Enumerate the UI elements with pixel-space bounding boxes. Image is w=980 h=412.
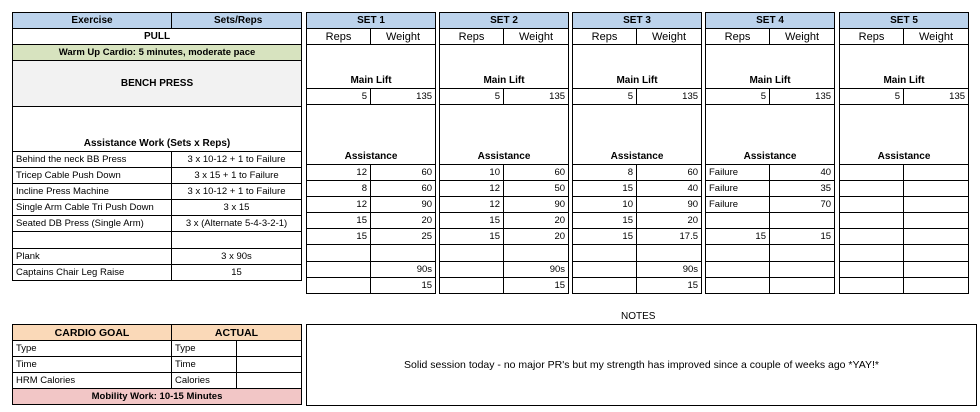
table-row bbox=[440, 278, 569, 294]
weight-cell[interactable]: 60 bbox=[637, 165, 702, 181]
cardio-actual-type: Type bbox=[172, 341, 237, 357]
exercise-sets: 3 x 10-12 + 1 to Failure bbox=[172, 152, 302, 168]
table-row bbox=[706, 165, 835, 181]
table-row bbox=[13, 152, 302, 168]
reps-cell[interactable] bbox=[307, 245, 371, 262]
table-row bbox=[13, 249, 302, 265]
reps-cell[interactable]: 12 bbox=[440, 181, 504, 197]
table-row bbox=[706, 262, 835, 278]
table-row bbox=[573, 278, 702, 294]
table-row bbox=[840, 165, 969, 181]
main-lift-label: Main Lift bbox=[840, 60, 969, 89]
reps-header: Reps bbox=[840, 29, 904, 45]
reps-cell[interactable]: 10 bbox=[440, 165, 504, 181]
table-row bbox=[440, 197, 569, 213]
table-row bbox=[706, 278, 835, 294]
table-row bbox=[307, 245, 436, 262]
reps-cell[interactable] bbox=[840, 213, 904, 229]
weight-cell[interactable]: 50 bbox=[504, 181, 569, 197]
exercise-name: Tricep Cable Push Down bbox=[13, 168, 172, 184]
weight-cell[interactable] bbox=[504, 245, 569, 262]
table-row bbox=[307, 278, 436, 294]
weight-cell[interactable] bbox=[770, 213, 835, 229]
weight-cell[interactable]: 25 bbox=[371, 229, 436, 245]
reps-cell[interactable]: Failure bbox=[706, 181, 770, 197]
table-row bbox=[13, 373, 302, 389]
table-row bbox=[706, 197, 835, 213]
reps-cell[interactable] bbox=[840, 262, 904, 278]
reps-cell[interactable]: 8 bbox=[307, 181, 371, 197]
reps-cell[interactable] bbox=[573, 245, 637, 262]
weight-cell[interactable] bbox=[904, 262, 969, 278]
table-row bbox=[573, 245, 702, 262]
reps-cell[interactable] bbox=[440, 278, 504, 294]
reps-cell[interactable]: 15 bbox=[307, 213, 371, 229]
set-table-4 bbox=[705, 12, 835, 294]
assistance-work-label: Assistance Work (Sets x Reps) bbox=[13, 107, 302, 152]
set-title: SET 1 bbox=[307, 13, 436, 29]
mobility-work-label: Mobility Work: 10-15 Minutes bbox=[13, 389, 302, 405]
table-row bbox=[13, 357, 302, 373]
cardio-actual-header: ACTUAL bbox=[172, 325, 302, 341]
weight-cell[interactable]: 20 bbox=[504, 213, 569, 229]
reps-cell[interactable]: 15 bbox=[706, 229, 770, 245]
reps-cell[interactable] bbox=[840, 278, 904, 294]
weight-cell[interactable]: 40 bbox=[770, 165, 835, 181]
reps-cell[interactable] bbox=[573, 278, 637, 294]
table-row bbox=[573, 213, 702, 229]
exercise-name: Single Arm Cable Tri Push Down bbox=[13, 200, 172, 216]
table-row bbox=[840, 197, 969, 213]
weight-cell[interactable]: 20 bbox=[637, 213, 702, 229]
exercise-sets: 15 bbox=[172, 265, 302, 281]
set-table-5 bbox=[839, 12, 969, 294]
exercise-name: Incline Press Machine bbox=[13, 184, 172, 200]
bench-press-label: BENCH PRESS bbox=[13, 61, 302, 107]
table-row bbox=[307, 197, 436, 213]
reps-header: Reps bbox=[706, 29, 770, 45]
table-row bbox=[573, 229, 702, 245]
reps-cell[interactable] bbox=[706, 213, 770, 229]
set-table-2 bbox=[439, 12, 569, 294]
cardio-goal-header: CARDIO GOAL bbox=[13, 325, 172, 341]
weight-cell[interactable]: 40 bbox=[637, 181, 702, 197]
table-row bbox=[307, 213, 436, 229]
weight-cell[interactable]: 60 bbox=[504, 165, 569, 181]
set-table-1 bbox=[306, 12, 436, 294]
notes-label: NOTES bbox=[621, 311, 656, 322]
blank-cell bbox=[573, 45, 702, 61]
assistance-label: Assistance bbox=[307, 105, 436, 165]
exercise-sets: 3 x 90s bbox=[172, 249, 302, 265]
exercise-sets: 3 x 10-12 + 1 to Failure bbox=[172, 184, 302, 200]
reps-cell[interactable]: 15 bbox=[440, 229, 504, 245]
table-row bbox=[440, 262, 569, 278]
reps-cell[interactable]: Failure bbox=[706, 165, 770, 181]
weight-header: Weight bbox=[371, 29, 436, 45]
table-row bbox=[573, 165, 702, 181]
reps-cell[interactable]: 15 bbox=[307, 229, 371, 245]
exercise-name: Behind the neck BB Press bbox=[13, 152, 172, 168]
table-row bbox=[440, 165, 569, 181]
exercise-sets: 3 x 15 bbox=[172, 200, 302, 216]
main-lift-weight[interactable]: 135 bbox=[504, 89, 569, 105]
reps-header: Reps bbox=[307, 29, 371, 45]
table-row bbox=[13, 168, 302, 184]
exercise-name bbox=[13, 232, 172, 249]
table-row bbox=[840, 181, 969, 197]
table-row bbox=[573, 197, 702, 213]
weight-cell[interactable] bbox=[904, 213, 969, 229]
weight-cell[interactable] bbox=[637, 245, 702, 262]
blank-cell bbox=[840, 45, 969, 61]
table-row bbox=[840, 213, 969, 229]
weight-cell[interactable] bbox=[770, 245, 835, 262]
reps-cell[interactable]: 15 bbox=[440, 213, 504, 229]
main-lift-reps[interactable]: 5 bbox=[440, 89, 504, 105]
weight-cell[interactable]: 60 bbox=[371, 165, 436, 181]
set-title: SET 3 bbox=[573, 13, 702, 29]
set-table-3 bbox=[572, 12, 702, 294]
notes-text: Solid session today - no major PR's but my strength has improved since a couple of weeks ago *YAY!* bbox=[404, 359, 879, 371]
table-row bbox=[706, 213, 835, 229]
reps-cell[interactable] bbox=[840, 181, 904, 197]
weight-cell[interactable] bbox=[904, 229, 969, 245]
weight-cell[interactable]: 15 bbox=[371, 278, 436, 294]
table-row bbox=[13, 200, 302, 216]
cardio-actual-value[interactable] bbox=[237, 341, 302, 357]
assistance-label: Assistance bbox=[706, 105, 835, 165]
reps-header: Reps bbox=[573, 29, 637, 45]
cardio-actual-time: Time bbox=[172, 357, 237, 373]
weight-cell[interactable]: 35 bbox=[770, 181, 835, 197]
main-lift-weight[interactable]: 135 bbox=[637, 89, 702, 105]
main-lift-label: Main Lift bbox=[706, 60, 835, 89]
reps-cell[interactable] bbox=[706, 278, 770, 294]
main-lift-reps[interactable]: 5 bbox=[840, 89, 904, 105]
table-row bbox=[13, 216, 302, 232]
blank-cell bbox=[440, 45, 569, 61]
table-row bbox=[706, 229, 835, 245]
exercise-header: Exercise bbox=[13, 13, 172, 29]
assistance-label: Assistance bbox=[840, 105, 969, 165]
weight-cell[interactable]: 90 bbox=[637, 197, 702, 213]
cardio-goal-calories: HRM Calories bbox=[13, 373, 172, 389]
assistance-label: Assistance bbox=[440, 105, 569, 165]
reps-cell[interactable] bbox=[840, 197, 904, 213]
reps-cell[interactable] bbox=[440, 245, 504, 262]
table-row bbox=[440, 213, 569, 229]
weight-cell[interactable]: 15 bbox=[637, 278, 702, 294]
table-row bbox=[13, 265, 302, 281]
main-lift-label: Main Lift bbox=[307, 60, 436, 89]
cardio-actual-value[interactable] bbox=[237, 357, 302, 373]
weight-header: Weight bbox=[904, 29, 969, 45]
reps-cell[interactable] bbox=[840, 165, 904, 181]
weight-header: Weight bbox=[770, 29, 835, 45]
exercise-sets: 3 x 15 + 1 to Failure bbox=[172, 168, 302, 184]
weight-cell[interactable]: 90s bbox=[637, 262, 702, 278]
weight-cell[interactable] bbox=[904, 165, 969, 181]
table-row bbox=[840, 229, 969, 245]
weight-header: Weight bbox=[637, 29, 702, 45]
reps-cell[interactable]: 12 bbox=[307, 165, 371, 181]
main-lift-label: Main Lift bbox=[573, 60, 702, 89]
table-row bbox=[573, 262, 702, 278]
reps-header: Reps bbox=[440, 29, 504, 45]
table-row bbox=[307, 262, 436, 278]
exercise-header-row bbox=[13, 13, 302, 29]
table-row bbox=[440, 181, 569, 197]
table-row bbox=[840, 262, 969, 278]
reps-cell[interactable]: 15 bbox=[573, 213, 637, 229]
warmup-label: Warm Up Cardio: 5 minutes, moderate pace bbox=[13, 45, 302, 61]
assistance-label: Assistance bbox=[573, 105, 702, 165]
main-lift-weight[interactable]: 135 bbox=[904, 89, 969, 105]
main-lift-label: Main Lift bbox=[440, 60, 569, 89]
weight-cell[interactable]: 20 bbox=[371, 213, 436, 229]
reps-cell[interactable]: Failure bbox=[706, 197, 770, 213]
main-lift-weight[interactable]: 135 bbox=[371, 89, 436, 105]
table-row bbox=[13, 184, 302, 200]
set-title: SET 5 bbox=[840, 13, 969, 29]
exercise-sets bbox=[172, 232, 302, 249]
weight-cell[interactable]: 15 bbox=[504, 278, 569, 294]
table-row bbox=[307, 165, 436, 181]
table-row bbox=[840, 245, 969, 262]
table-row bbox=[307, 181, 436, 197]
main-lift-reps[interactable]: 5 bbox=[573, 89, 637, 105]
cardio-goal-type: Type bbox=[13, 341, 172, 357]
weight-cell[interactable] bbox=[371, 245, 436, 262]
pull-label: PULL bbox=[13, 29, 302, 45]
reps-cell[interactable]: 12 bbox=[440, 197, 504, 213]
weight-cell[interactable] bbox=[770, 278, 835, 294]
weight-cell[interactable] bbox=[904, 278, 969, 294]
table-row bbox=[307, 229, 436, 245]
set-title: SET 4 bbox=[706, 13, 835, 29]
cardio-goal-time: Time bbox=[13, 357, 172, 373]
main-lift-reps[interactable]: 5 bbox=[706, 89, 770, 105]
notes-box[interactable] bbox=[306, 324, 977, 406]
reps-cell[interactable] bbox=[307, 278, 371, 294]
table-row bbox=[706, 181, 835, 197]
weight-cell[interactable]: 70 bbox=[770, 197, 835, 213]
table-row bbox=[840, 278, 969, 294]
main-lift-weight[interactable]: 135 bbox=[770, 89, 835, 105]
cardio-actual-value[interactable] bbox=[237, 373, 302, 389]
weight-cell[interactable] bbox=[904, 181, 969, 197]
exercise-table bbox=[12, 12, 302, 281]
reps-cell[interactable] bbox=[706, 245, 770, 262]
reps-cell[interactable] bbox=[840, 245, 904, 262]
reps-cell[interactable]: 15 bbox=[573, 229, 637, 245]
weight-cell[interactable] bbox=[770, 262, 835, 278]
table-row bbox=[13, 341, 302, 357]
main-lift-reps[interactable]: 5 bbox=[307, 89, 371, 105]
table-row bbox=[573, 181, 702, 197]
weight-cell[interactable]: 15 bbox=[770, 229, 835, 245]
reps-cell[interactable] bbox=[573, 262, 637, 278]
table-row bbox=[440, 229, 569, 245]
exercise-sets: 3 x (Alternate 5-4-3-2-1) bbox=[172, 216, 302, 232]
cardio-actual-calories: Calories bbox=[172, 373, 237, 389]
blank-cell bbox=[307, 45, 436, 61]
set-title: SET 2 bbox=[440, 13, 569, 29]
reps-cell[interactable] bbox=[706, 262, 770, 278]
weight-cell[interactable] bbox=[904, 245, 969, 262]
exercise-name: Seated DB Press (Single Arm) bbox=[13, 216, 172, 232]
weight-cell[interactable]: 20 bbox=[504, 229, 569, 245]
table-row bbox=[13, 232, 302, 249]
reps-cell[interactable]: 10 bbox=[573, 197, 637, 213]
reps-cell[interactable] bbox=[840, 229, 904, 245]
weight-cell[interactable] bbox=[904, 197, 969, 213]
blank-cell bbox=[706, 45, 835, 61]
reps-cell[interactable] bbox=[440, 262, 504, 278]
weight-cell[interactable]: 90s bbox=[371, 262, 436, 278]
reps-cell[interactable]: 12 bbox=[307, 197, 371, 213]
table-row bbox=[440, 245, 569, 262]
reps-cell[interactable]: 15 bbox=[573, 181, 637, 197]
weight-cell[interactable]: 90s bbox=[504, 262, 569, 278]
weight-header: Weight bbox=[504, 29, 569, 45]
sets-reps-header: Sets/Reps bbox=[172, 13, 302, 29]
weight-cell[interactable]: 17.5 bbox=[637, 229, 702, 245]
weight-cell[interactable]: 90 bbox=[504, 197, 569, 213]
weight-cell[interactable]: 90 bbox=[371, 197, 436, 213]
exercise-name: Captains Chair Leg Raise bbox=[13, 265, 172, 281]
cardio-table bbox=[12, 324, 302, 405]
reps-cell[interactable] bbox=[307, 262, 371, 278]
table-row bbox=[706, 245, 835, 262]
exercise-name: Plank bbox=[13, 249, 172, 265]
weight-cell[interactable]: 60 bbox=[371, 181, 436, 197]
reps-cell[interactable]: 8 bbox=[573, 165, 637, 181]
